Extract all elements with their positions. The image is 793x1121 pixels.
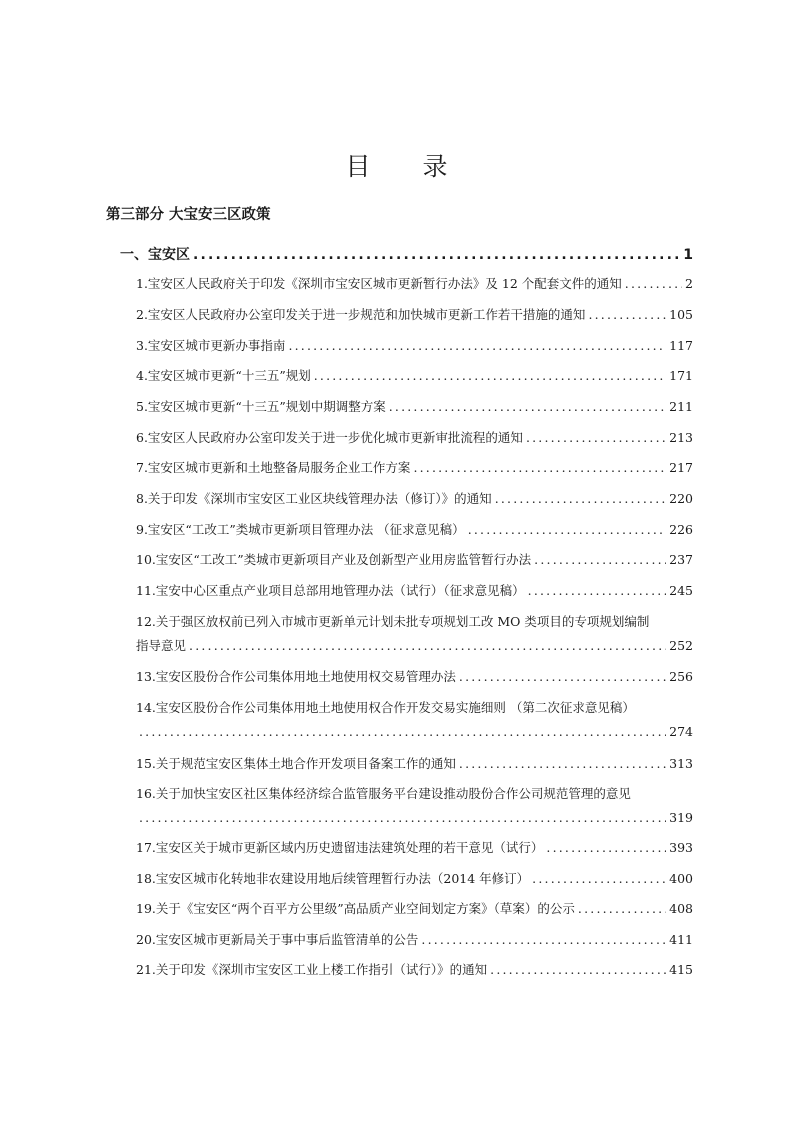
toc-entry[interactable] [136,430,693,446]
toc-entry[interactable] [136,399,693,415]
toc-leader-dots [534,552,666,568]
toc-leader-dots [588,307,666,323]
toc-leader-dots [413,460,666,476]
toc-leader-dots [193,247,680,263]
toc-entry-title-line: 12.关于强区放权前已列入市城市更新单元计划未批专项规划工改 MO 类项目的专项规划编制 [136,614,650,629]
part-heading: 第三部分 大宝安三区政策 [106,207,271,223]
toc-leader-dots [495,491,666,507]
toc-page-number: 252 [669,638,693,653]
toc-entry-title: 18.宝安区城市化转地非农建设用地后续管理暂行办法（2014 年修订） [136,871,530,886]
toc-leader-dots [578,901,666,917]
toc-section-label: 一、宝安区 [120,247,190,263]
toc-entry-title: 10.宝安区“工改工”类城市更新项目产业及创新型产业用房监管暂行办法 [136,552,532,567]
toc-entry-title: 9.宝安区“工改工”类城市更新项目管理办法 （征求意见稿） [136,522,465,537]
toc-leader-dots [528,583,667,599]
toc-leader-dots [459,756,666,772]
toc-page-number: 213 [669,430,693,445]
toc-entry[interactable] [136,932,693,948]
toc-entry-title: 1.宝安区人民政府关于印发《深圳市宝安区城市更新暂行办法》及 12 个配套文件的通知 [136,276,622,291]
toc-page-number: 415 [669,962,693,977]
toc-entry[interactable] [136,871,693,887]
toc-entry-title: 5.宝安区城市更新“十三五”规划中期调整方案 [136,399,386,414]
toc-entry-title: 11.宝安中心区重点产业项目总部用地管理办法（试行）（征求意见稿） [136,583,525,598]
toc-leader-dots [468,522,666,538]
toc-entry-title-line: 16.关于加快宝安区社区集体经济综合监管服务平台建设推动股份合作公司规范管理的意见 [136,786,631,801]
toc-page-number: 408 [669,901,693,916]
toc-entry[interactable] [136,460,693,476]
toc-entry-title: 20.宝安区城市更新局关于事中事后监管清单的公告 [136,932,419,947]
toc-page-number: 105 [669,307,693,322]
toc-page-number: 400 [669,871,693,886]
toc-entry-title: 指导意见 [136,638,187,653]
toc-entry[interactable] [136,307,693,323]
toc-page-number: 220 [669,491,693,506]
toc-page-number: 313 [669,756,693,771]
toc-leader-dots [546,840,666,856]
toc-section-row[interactable] [120,247,693,263]
toc-entry-title: 13.宝安区股份合作公司集体用地土地使用权交易管理办法 [136,669,456,684]
toc-page-number: 226 [669,522,693,537]
toc-page-number: 211 [669,399,693,414]
toc-entry-title: 2.宝安区人民政府办公室印发关于进一步规范和加快城市更新工作若干措施的通知 [136,307,586,322]
toc-entry[interactable] [136,522,693,538]
toc-leader-dots [288,338,666,354]
toc-entry[interactable] [136,552,693,568]
toc-entry-title: 21.关于印发《深圳市宝安区工业上楼工作指引（试行）》的通知 [136,962,488,977]
toc-page-number: 411 [669,932,693,947]
toc-entry[interactable] [136,756,693,772]
toc-entry[interactable] [136,724,693,740]
toc-entry-title-line: 14.宝安区股份合作公司集体用地土地使用权合作开发交易实施细则 （第二次征求意见稿） [136,700,635,715]
toc-entry-title: 7.宝安区城市更新和土地整备局服务企业工作方案 [136,460,411,475]
toc-entry-title: 8.关于印发《深圳市宝安区工业区块线管理办法（修订）》的通知 [136,491,492,506]
toc-entry-title: 4.宝安区城市更新“十三五”规划 [136,368,311,383]
toc-entry[interactable] [136,638,693,654]
toc-page-number: 237 [669,552,693,567]
toc-page-number: 171 [669,368,693,383]
toc-page-number: 274 [669,724,693,739]
toc-page-number: 319 [669,810,693,825]
toc-leader-dots [189,638,666,654]
toc-leader-dots [139,724,666,740]
toc-page-number: 217 [669,460,693,475]
toc-entry[interactable] [136,962,693,978]
toc-leader-dots [532,871,666,887]
toc-entry[interactable] [136,901,693,917]
toc-leader-dots [389,399,666,415]
toc-entry[interactable] [136,276,693,292]
page-title: 目 录 [345,152,470,181]
toc-entry[interactable] [136,669,693,685]
toc-entry[interactable] [136,840,693,856]
toc-leader-dots [625,276,682,292]
toc-entry[interactable] [136,810,693,826]
toc-entry[interactable] [136,583,693,599]
toc-entry[interactable] [136,338,693,354]
toc-entry-title: 15.关于规范宝安区集体土地合作开发项目备案工作的通知 [136,756,456,771]
toc-leader-dots [459,669,666,685]
toc-entry-title: 19.关于《宝安区“两个百平方公里级”高品质产业空间划定方案》（草案）的公示 [136,901,575,916]
toc-leader-dots [490,962,666,978]
toc-leader-dots [526,430,666,446]
toc-page-number: 1 [683,247,693,263]
toc-entry-title: 3.宝安区城市更新办事指南 [136,338,286,353]
toc-entry[interactable] [136,368,693,384]
toc-page-number: 393 [669,840,693,855]
toc-leader-dots [314,368,666,384]
toc-entry[interactable] [136,491,693,507]
toc-entry-title: 17.宝安区关于城市更新区域内历史遗留违法建筑处理的若干意见（试行） [136,840,544,855]
toc-page-number: 2 [685,276,693,291]
toc-entry-title: 6.宝安区人民政府办公室印发关于进一步优化城市更新审批流程的通知 [136,430,523,445]
toc-page-number: 245 [669,583,693,598]
toc-leader-dots [139,810,666,826]
toc-page-number: 117 [669,338,693,353]
toc-leader-dots [421,932,666,948]
toc-page-number: 256 [669,669,693,684]
